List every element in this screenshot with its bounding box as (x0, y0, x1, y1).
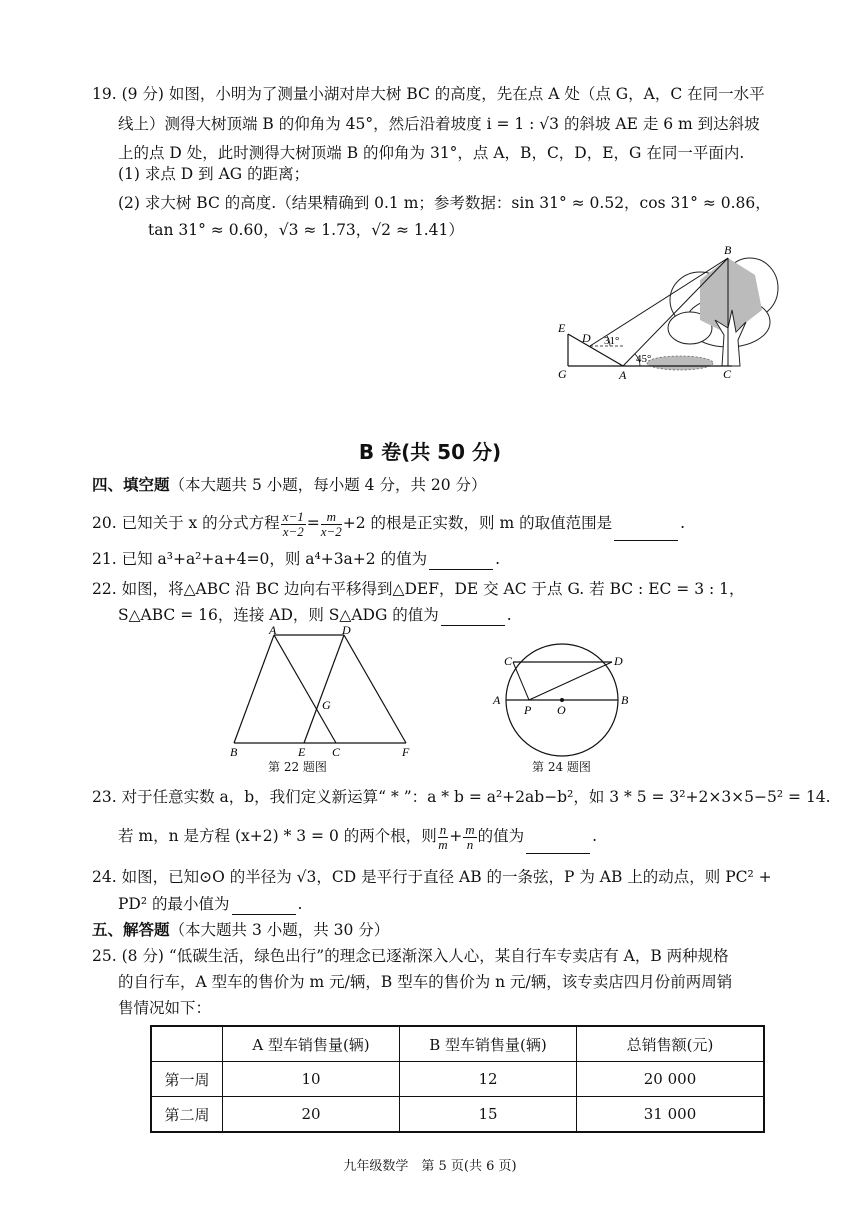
q22-line1: 22. 如图，将△ABC 沿 BC 边向右平移得到△DEF，DE 交 AC 于点 G. 若 BC : EC = 3 : 1， (92, 580, 745, 598)
page-footer: 九年级数学 第 5 页(共 6 页) (343, 1159, 517, 1174)
part4-heading (92, 474, 487, 496)
label-31: 31° (604, 335, 620, 347)
table-cell: 20 000 (577, 1062, 765, 1097)
q20-pre: 20. 已知关于 x 的分式方程 (92, 514, 280, 532)
q22-label-A: A (269, 625, 277, 637)
label-G: G (558, 367, 567, 380)
q20 (92, 505, 685, 541)
q19-line1: 19. (9 分) 如图，小明为了测量小湖对岸大树 BC 的高度，先在点 A 处（点 G，A，C 在同一水平 (92, 85, 765, 103)
q24-label-C: C (504, 654, 513, 668)
q23-plus: + (449, 827, 463, 845)
table-cell: 20 (223, 1097, 400, 1133)
q22-answer-blank[interactable] (441, 609, 505, 626)
q22-caption: 第 22 题图 (268, 760, 327, 774)
table-header-cell: 总销售额(元) (577, 1026, 765, 1062)
label-B: B (724, 243, 732, 257)
q20-answer-blank[interactable] (614, 524, 678, 541)
q22-label-G: G (322, 698, 331, 712)
table-row (151, 1097, 764, 1133)
lake-shape (647, 356, 713, 370)
q20-frac1: $\frac{x-1}{x-2}$ (282, 508, 304, 539)
q22-line2-text: S△ABC = 16，连接 AD，则 S△ADG 的值为 (118, 606, 439, 624)
table-cell: 31 000 (577, 1097, 765, 1133)
q24-line1: 24. 如图，已知⊙O 的半径为 √3，CD 是平行于直径 AB 的一条弦，P 为 AB 上的动点，则 PC² + (92, 868, 772, 886)
q23-end: . (592, 827, 598, 845)
part5-heading-desc: （本大题共 3 小题，共 30 分） (169, 921, 390, 939)
q21-text: 21. 已知 a³+a²+a+4=0，则 a⁴+3a+2 的值为 (92, 550, 428, 568)
table-header-cell: B 型车销售量(辆) (400, 1026, 577, 1062)
q23-frac2: $\frac{m}{n}$ (465, 821, 475, 852)
q23-line2 (118, 818, 597, 854)
q19-line3: 上的点 D 处，此时测得大树顶端 B 的仰角为 31°，点 A，B，C，D，E，G 在同一平面内. (118, 144, 745, 162)
q22-figure (222, 625, 417, 760)
q23-frac1: $\frac{n}{m}$ (438, 821, 448, 852)
label-E: E (558, 321, 566, 335)
q24-answer-blank[interactable] (232, 898, 296, 915)
q21-end: . (495, 550, 501, 568)
q22-label-B: B (230, 745, 238, 759)
q22-label-F: F (402, 745, 410, 759)
q24-caption: 第 24 题图 (532, 760, 591, 774)
q24-end: . (297, 895, 303, 913)
q21-answer-blank[interactable] (429, 553, 493, 570)
table-cell: 10 (223, 1062, 400, 1097)
q23-post: 的值为 (477, 827, 525, 845)
table-row (151, 1062, 764, 1097)
q25-line2: 的自行车，A 型车的售价为 m 元/辆，B 型车的售价为 n 元/辆，该专卖店四月份前两周销 (118, 973, 733, 991)
q19-sub2b: tan 31° ≈ 0.60，√3 ≈ 1.73，√2 ≈ 1.41） (148, 221, 464, 239)
table-header-cell: A 型车销售量(辆) (223, 1026, 400, 1062)
q24-label-B: B (621, 693, 629, 707)
q20-frac2: $\frac{m}{x-2}$ (320, 508, 342, 539)
table-cell: 12 (400, 1062, 577, 1097)
q24-label-O: O (557, 703, 566, 717)
q24-label-D: D (614, 654, 623, 668)
section-b-title: B 卷(共 50 分) (358, 440, 502, 464)
q19-sub1: (1) 求点 D 到 AG 的距离； (118, 165, 310, 183)
part4-heading-desc: （本大题共 5 小题，每小题 4 分，共 20 分） (169, 476, 487, 494)
q22-label-C: C (332, 745, 341, 759)
label-C: C (723, 367, 732, 380)
q25-line1: 25. (8 分) “低碳生活，绿色出行”的理念已逐渐深入人心，某自行车专卖店有 A，B 两种规格 (92, 947, 729, 965)
q25-line3: 售情况如下： (118, 999, 212, 1017)
part4-heading-label: 四、填空题 (92, 476, 170, 494)
q23-pre: 若 m，n 是方程 (x+2) * 3 = 0 的两个根，则 (118, 827, 437, 845)
q22-line2 (118, 604, 512, 626)
q22-end: . (506, 606, 512, 624)
q19-sub2: (2) 求大树 BC 的高度.（结果精确到 0.1 m；参考数据：sin 31° ≈ 0.52，cos 31° ≈ 0.86， (118, 194, 771, 212)
table-cell: 第二周 (151, 1097, 223, 1133)
part5-heading-label: 五、解答题 (92, 921, 170, 939)
q19-figure (550, 240, 780, 380)
q24-line2-text: PD² 的最小值为 (118, 895, 230, 913)
q24-line2 (118, 893, 302, 915)
sales-table (150, 1025, 765, 1133)
label-D: D (582, 331, 591, 345)
q20-post: +2 的根是正实数，则 m 的取值范围是 (342, 514, 613, 532)
table-cell: 第一周 (151, 1062, 223, 1097)
q24-label-P: P (524, 703, 532, 717)
q22-label-D: D (342, 625, 351, 637)
part5-heading (92, 919, 389, 941)
table-header-cell (151, 1026, 223, 1062)
q23-answer-blank[interactable] (526, 837, 590, 854)
table-header-row (151, 1026, 764, 1062)
q20-end: . (680, 514, 686, 532)
q20-eq: = (306, 514, 320, 532)
q19-line2: 线上）测得大树顶端 B 的仰角为 45°，然后沿着坡度 i = 1 : √3 的斜坡 AE 走 6 m 到达斜坡 (118, 115, 760, 133)
label-45: 45° (636, 353, 652, 365)
q21 (92, 548, 500, 570)
q23-line1: 23. 对于任意实数 a，b，我们定义新运算“ * ”：a * b = a²+2ab−b²，如 3 * 5 = 3²+2×3×5−5² = 14. (92, 788, 831, 806)
tree-icon (668, 258, 778, 366)
q24-label-A: A (493, 693, 501, 707)
table-cell: 15 (400, 1097, 577, 1133)
q22-label-E: E (298, 745, 306, 759)
label-A: A (619, 368, 627, 380)
q24-figure (488, 640, 633, 760)
